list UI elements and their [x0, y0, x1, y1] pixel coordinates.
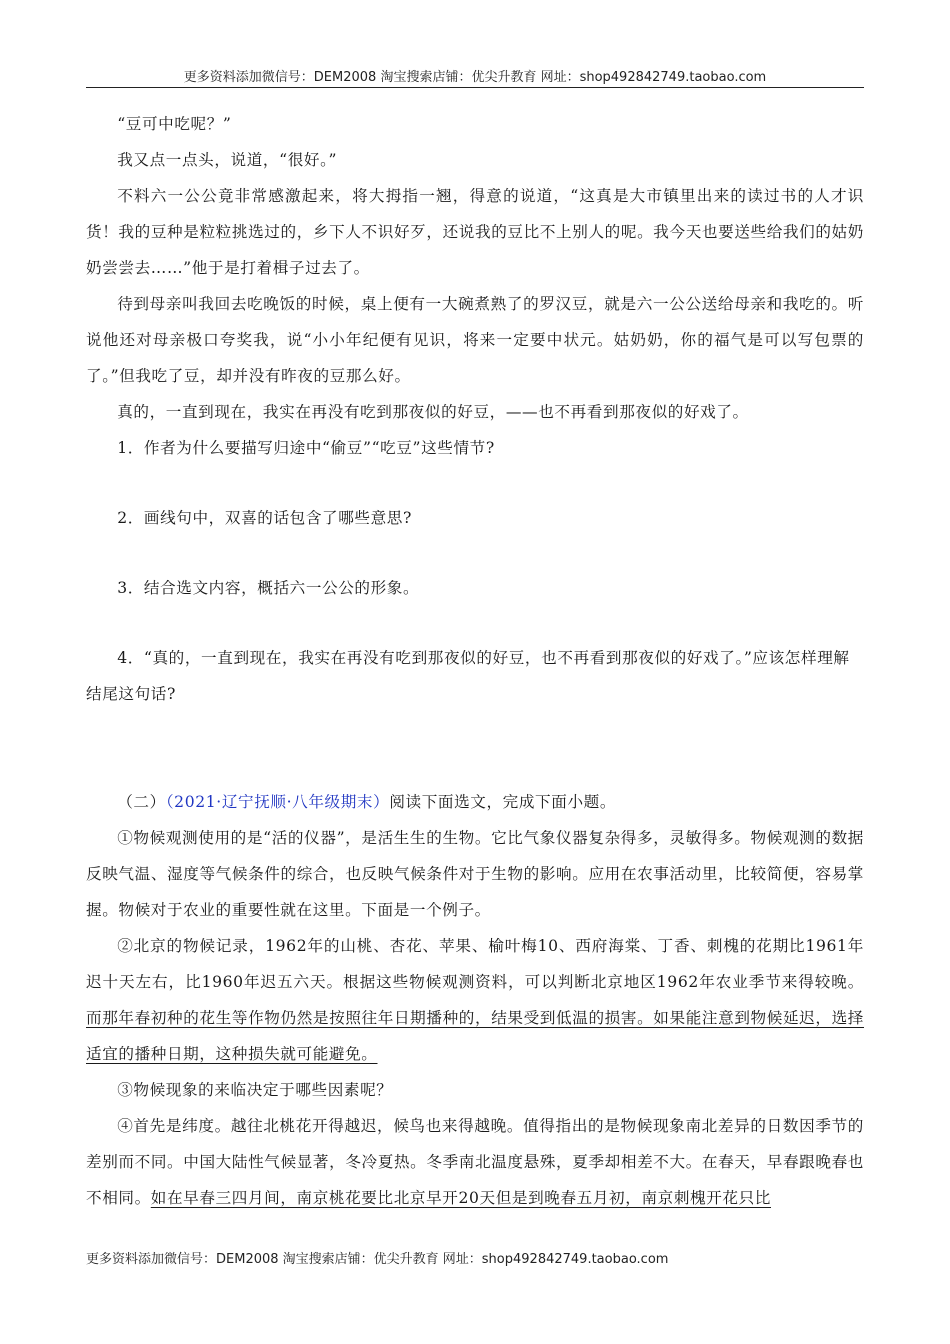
story-paragraph-5: 真的，一直到现在，我实在再没有吃到那夜似的好豆，——也不再看到那夜似的好戏了。: [117, 403, 749, 421]
section-2-paragraph-2: [86, 928, 864, 1072]
section-2-paragraph-1: ①物候观测使用的是“活的仪器”，是活生生的生物。它比气象仪器复杂得多，灵敏得多。物候观测的数据反映气温、湿度等气候条件的综合，也反映气候条件对于生物的影响。应用在农事活动里，比较简便，容易掌握。物候对于农业的重要性就在这里。下面是一个例子。: [86, 829, 864, 919]
document-body: [86, 106, 864, 1216]
paragraph-2-text: ②北京的物候记录，1962年的山桃、杏花、苹果、榆叶梅10、西府海棠、丁香、刺槐的花期比1961年迟十天左右，比1960年迟五六天。根据这些物候观测资料，可以判断北京地区1962年农业季节来得较晚。: [86, 937, 864, 991]
question-4: 4．“真的，一直到现在，我实在再没有吃到那夜似的好豆，也不再看到那夜似的好戏了。”应该怎样理解结尾这句话?: [86, 649, 850, 703]
section-2-source: （2021·辽宁抚顺·八年级期末）: [165, 793, 390, 811]
section-2-paragraph-3: ③物候现象的来临决定于哪些因素呢？: [117, 1081, 393, 1099]
story-paragraph-1: “豆可中吃呢？”: [117, 115, 232, 133]
answer-space: [86, 466, 864, 500]
story-paragraph-3: 不料六一公公竟非常感激起来，将大拇指一翘，得意的说道，“这真是大市镇里出来的读过书的人才识货！我的豆种是粒粒挑选过的，乡下人不识好歹，还说我的豆比不上别人的呢。我今天也要送些给我们的姑奶奶尝尝去……”他于是打着楫子过去了。: [86, 187, 864, 277]
underlined-sentence: 如在早春三四月间，南京桃花要比北京早开20天但是到晚春五月初，南京刺槐开花只比: [150, 1189, 771, 1207]
question-2: 2．画线句中，双喜的话包含了哪些意思?: [117, 509, 412, 527]
answer-space: [86, 536, 864, 570]
story-paragraph-2: 我又点一点头，说道，“很好。”: [117, 151, 338, 169]
section-2-heading: [86, 784, 864, 820]
page-footer: 更多资料添加微信号：DEM2008 淘宝搜索店铺：优尖升教育 网址：shop492842749.taobao.com: [86, 1252, 669, 1267]
underlined-sentence: 而那年春初种的花生等作物仍然是按照往年日期播种的，结果受到低温的损害。如果能注意到物候延迟，选择适宜的播种日期，这种损失就可能避免。: [86, 1009, 864, 1063]
header-divider: [86, 87, 864, 88]
section-2-prefix: （二）: [117, 793, 166, 811]
page-header: 更多资料添加微信号：DEM2008 淘宝搜索店铺：优尖升教育 网址：shop492842749.taobao.com: [183, 70, 767, 85]
answer-space: [86, 606, 864, 640]
story-paragraph-4: 待到母亲叫我回去吃晚饭的时候，桌上便有一大碗煮熟了的罗汉豆，就是六一公公送给母亲和我吃的。听说他还对母亲极口夸奖我，说“小小年纪便有见识，将来一定要中状元。姑奶奶，你的福气是可以写包票的了。”但我吃了豆，却并没有昨夜的豆那么好。: [86, 295, 864, 385]
question-3: 3．结合选文内容，概括六一公公的形象。: [117, 579, 420, 597]
section-2-instruction: 阅读下面选文，完成下面小题。: [389, 793, 617, 811]
section-2-paragraph-4: [86, 1108, 864, 1216]
answer-space: [86, 712, 864, 784]
paragraph-4-text: ④首先是纬度。越往北桃花开得越迟，候鸟也来得越晚。值得指出的是物候现象南北差异的日数因季节的差别而不同。中国大陆性气候显著，冬冷夏热。冬季南北温度悬殊，夏季却相差不大。在春天，早春跟晚春也不相同。: [86, 1117, 864, 1207]
question-1: 1．作者为什么要描写归途中“偷豆”“吃豆”这些情节?: [117, 439, 495, 457]
